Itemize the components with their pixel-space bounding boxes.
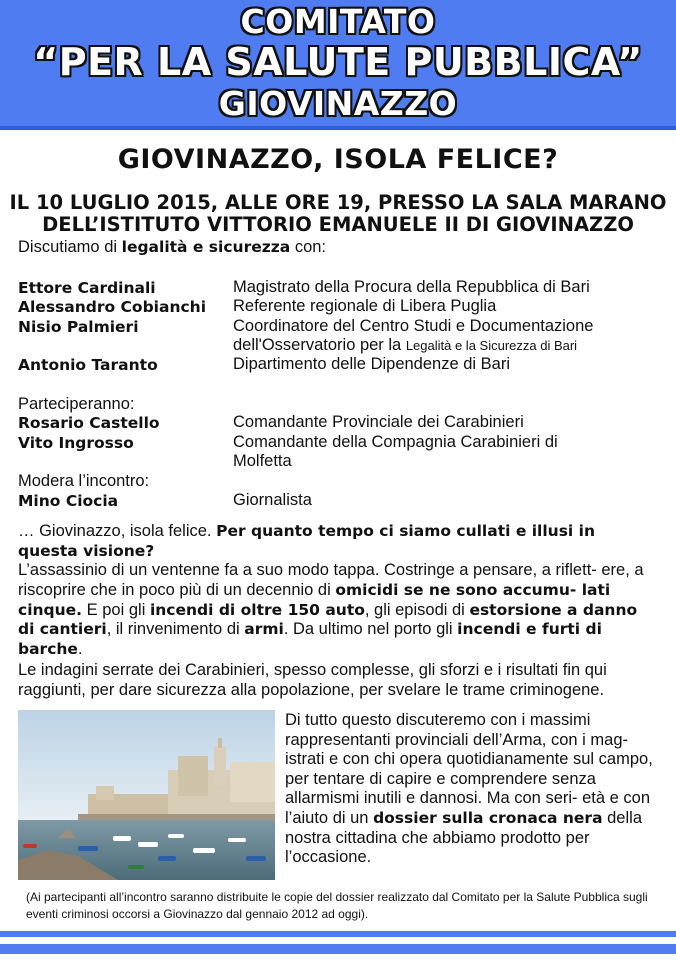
participant-role: Comandante Provinciale dei Carabinieri — [233, 413, 524, 431]
speaker-role: Dipartimento delle Dipendenze di Bari — [233, 355, 510, 373]
participants-label: Parteciperanno: — [18, 395, 135, 413]
headline: GIOVINAZZO, ISOLA FELICE? — [117, 144, 559, 175]
speaker-name: Ettore Cardinali — [18, 279, 156, 297]
header-banner — [0, 0, 676, 130]
participant-role-continued: Molfetta — [233, 452, 292, 470]
giovinazzo-harbor-photo — [18, 710, 275, 880]
footer-bar-bottom — [0, 944, 676, 954]
participant-name: Vito Ingrosso — [18, 434, 134, 452]
participant-role: Comandante della Compagnia Carabinieri di — [233, 433, 558, 451]
moderator-role: Giornalista — [233, 491, 312, 509]
speaker-name: Antonio Taranto — [18, 356, 158, 374]
paragraph-intro: … Giovinazzo, isola felice. Per quanto tempo ci siamo cullati e illusi in questa visione? — [18, 522, 595, 560]
event-line-2: DELL’ISTITUTO VITTORIO EMANUELE II DI GIOVINAZZO — [42, 213, 634, 236]
speaker-role: Coordinatore del Centro Studi e Documentazione — [233, 317, 594, 335]
paragraph-investigations: Le indagini serrate dei Carabinieri, spesso complesse, gli sforzi e i risultati fin qui raggiunti, per dare sicurezza alla popolazione, per svelare le trame criminogene. — [18, 661, 607, 699]
speaker-role: Magistrato della Procura della Repubblica di Bari — [233, 278, 590, 296]
header-line-town: GIOVINAZZO — [218, 84, 458, 123]
event-line-1: IL 10 LUGLIO 2015, ALLE ORE 19, PRESSO LA SALA MARANO — [9, 191, 667, 214]
footnote: (Ai partecipanti all’incontro saranno distribuite le copie del dossier realizzato dal Comitato per la Salute Pubblica sugli eventi criminosi occorsi a Giovinazzo dal gennaio 2012 ad oggi). — [26, 890, 648, 921]
intro-text: Discutiamo di legalità e sicurezza con: — [18, 238, 327, 256]
header-line-title: “PER LA SALUTE PUBBLICA” — [33, 40, 643, 84]
moderator-name: Mino Ciocia — [18, 492, 119, 510]
moderator-label: Modera l’incontro: — [18, 472, 150, 490]
speaker-role: Referente regionale di Libera Puglia — [233, 297, 497, 315]
speaker-name: Alessandro Cobianchi — [18, 298, 207, 316]
participant-name: Rosario Castello — [18, 414, 160, 432]
footer-bar — [0, 931, 676, 937]
header-line-comitato: COMITATO — [240, 2, 436, 41]
paragraph-facts: L’assassinio di un ventenne fa a suo modo tappa. Costringe a pensare, a riflett- ere, a riscoprire che in poco più di un decennio di omicidi se ne sono accumu- lati cinque. E poi gli incendi di oltre 150 auto, gli episodi di estorsione a danno di cantieri, il rinvenimento di armi. Da ultimo nel porto gli incendi e furti di barche. — [18, 561, 644, 659]
paragraph-discussion: Di tutto questo discuteremo con i massimi rappresentanti provinciali dell’Arma, con i mag- istrati e con chi opera quotidianamente sul campo, per tentare di capire e comprendere senza allarmismi inutili e dannosi. Ma con seri- età e con l’aiuto di un dossier sulla cronaca nera della nostra cittadina che abbiamo prodotto per l’occasione. — [285, 711, 653, 867]
speaker-name: Nisio Palmieri — [18, 318, 139, 336]
speaker-role-continued: dell'Osservatorio per la Legalità e la Sicurezza di Bari — [233, 336, 578, 354]
